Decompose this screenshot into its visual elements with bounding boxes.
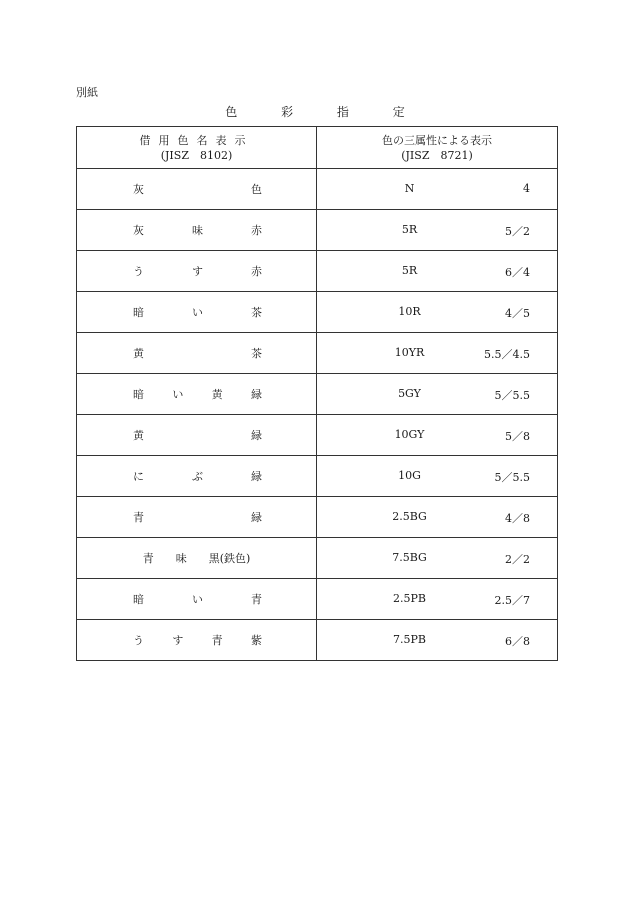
color-name-cell — [77, 620, 317, 661]
color-name-part: 赤 — [251, 224, 262, 237]
color-name-cell — [77, 497, 317, 538]
color-name-part: 茶 — [251, 306, 262, 319]
color-name-part: ぶ — [192, 470, 203, 483]
color-name-part: 青 — [251, 593, 262, 606]
color-name — [77, 579, 316, 619]
value-chroma: 4／8 — [505, 512, 530, 525]
table-body — [77, 169, 558, 661]
table-row — [77, 620, 558, 661]
value-chroma: 6／4 — [505, 266, 530, 279]
title-char: 彩 — [281, 105, 294, 119]
color-name-cell — [77, 579, 317, 620]
hue-value: 10GY — [394, 428, 425, 441]
color-name-part: す — [172, 634, 184, 647]
header-attributes-standard: (JISZ 8721) — [401, 148, 473, 162]
color-name-part: 青 — [142, 552, 154, 565]
hue-value: 7.5PB — [393, 633, 426, 646]
hue-value: 10YR — [394, 346, 425, 359]
title-char: 色 — [225, 105, 238, 119]
attribute-cell — [317, 415, 558, 456]
color-name — [77, 292, 316, 332]
value-chroma: 5.5／4.5 — [484, 348, 530, 361]
table-row — [77, 333, 558, 374]
color-name — [77, 374, 316, 414]
color-name-part: 黄 — [211, 388, 223, 401]
attribute-cell — [317, 497, 558, 538]
header-attributes-title: 色の三属性による表示 — [382, 133, 492, 147]
attribute-cell — [317, 210, 558, 251]
hue-value: 5R — [401, 223, 418, 236]
color-name-part: 茶 — [251, 347, 262, 360]
attribute-cell — [317, 169, 558, 210]
color-name-part: う — [133, 265, 144, 278]
table-row — [77, 415, 558, 456]
header-color-name-standard: (JISZ 8102) — [160, 148, 233, 162]
hue-value: 5R — [401, 264, 418, 277]
color-name — [77, 538, 316, 578]
color-name-part: い — [192, 593, 203, 606]
color-name — [77, 251, 316, 291]
color-name-part: 赤 — [251, 265, 262, 278]
color-name-cell — [77, 333, 317, 374]
table-row — [77, 210, 558, 251]
color-name — [77, 620, 316, 660]
color-name-cell — [77, 292, 317, 333]
color-name-part: 緑 — [251, 429, 262, 442]
color-name-part: 味 — [175, 552, 187, 565]
color-name-part: 黒(鉄色) — [208, 552, 251, 565]
color-name-part: 色 — [251, 183, 262, 196]
color-name-part: 緑 — [251, 511, 262, 524]
attribute-cell — [317, 292, 558, 333]
attribute-cell — [317, 456, 558, 497]
value-chroma: 6／8 — [505, 635, 530, 648]
color-name-part: 黄 — [133, 429, 144, 442]
attribute-cell — [317, 251, 558, 292]
color-name-cell — [77, 415, 317, 456]
document-title — [0, 103, 630, 120]
table-row — [77, 497, 558, 538]
table-header-row — [77, 127, 558, 169]
attribute-cell — [317, 538, 558, 579]
color-name-part: 暗 — [133, 306, 144, 319]
color-name — [77, 497, 316, 537]
hue-value: 10G — [398, 469, 421, 482]
header-color-name — [77, 127, 317, 169]
attribute-cell — [317, 579, 558, 620]
table-row — [77, 538, 558, 579]
color-name-part: 青 — [211, 634, 223, 647]
value-chroma: 2／2 — [505, 553, 530, 566]
value-chroma: 2.5／7 — [494, 594, 530, 607]
color-name-part: 暗 — [133, 593, 144, 606]
color-name — [77, 210, 316, 250]
value-chroma: 5／5.5 — [494, 389, 530, 402]
attribute-cell — [317, 620, 558, 661]
table-row — [77, 169, 558, 210]
attribute-cell — [317, 374, 558, 415]
table-row — [77, 374, 558, 415]
color-name-part: 灰 — [133, 224, 144, 237]
color-name-part: 紫 — [250, 634, 262, 647]
color-name-cell — [77, 251, 317, 292]
attribute-cell — [317, 333, 558, 374]
header-attributes — [317, 127, 558, 169]
color-spec-table — [76, 126, 558, 661]
value-chroma: 4 — [523, 182, 530, 195]
hue-value: 7.5BG — [392, 551, 427, 564]
title-char: 指 — [336, 105, 349, 119]
table-row — [77, 579, 558, 620]
color-name-part: う — [133, 634, 144, 647]
color-name — [77, 333, 316, 373]
color-name-part: 緑 — [250, 388, 262, 401]
annex-label: 別紙 — [76, 86, 98, 99]
header-color-name-title: 借用色名表示 — [139, 133, 254, 147]
color-name-cell — [77, 456, 317, 497]
color-name — [77, 169, 316, 209]
hue-value: 2.5BG — [392, 510, 427, 523]
color-name-part: 黄 — [133, 347, 144, 360]
color-name-part: 味 — [192, 224, 203, 237]
color-name-cell — [77, 210, 317, 251]
value-chroma: 5／2 — [505, 225, 530, 238]
color-name-part: い — [172, 388, 184, 401]
color-name — [77, 456, 316, 496]
hue-value: 10R — [398, 305, 421, 318]
hue-value: 5GY — [398, 387, 421, 400]
value-chroma: 4／5 — [505, 307, 530, 320]
color-name-part: 暗 — [133, 388, 144, 401]
table-row — [77, 292, 558, 333]
value-chroma: 5／5.5 — [494, 471, 530, 484]
color-name-part: 青 — [133, 511, 144, 524]
color-name-cell — [77, 374, 317, 415]
color-name-part: に — [133, 470, 144, 483]
hue-value: N — [404, 182, 415, 195]
title-char: 定 — [392, 105, 405, 119]
value-chroma: 5／8 — [505, 430, 530, 443]
color-name-part: 灰 — [133, 183, 144, 196]
color-name-part: す — [192, 265, 203, 278]
color-name-part: い — [192, 306, 203, 319]
color-name — [77, 415, 316, 455]
color-name-cell — [77, 538, 317, 579]
color-name-part: 緑 — [251, 470, 262, 483]
table-row — [77, 456, 558, 497]
hue-value: 2.5PB — [393, 592, 426, 605]
table-row — [77, 251, 558, 292]
color-name-cell — [77, 169, 317, 210]
